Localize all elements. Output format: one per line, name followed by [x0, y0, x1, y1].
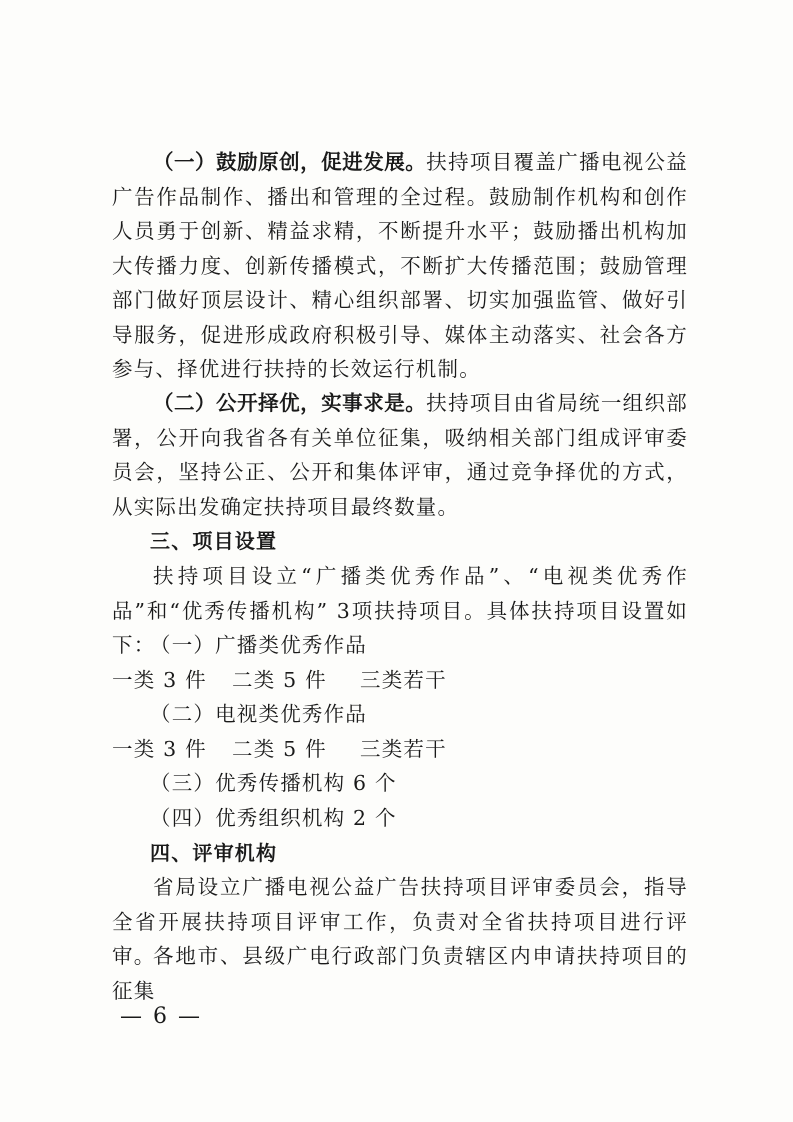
section-heading-review-body: 四、评审机构 — [150, 841, 278, 865]
paragraph-lead: （二）公开择优，实事求是。 — [153, 391, 427, 415]
paragraph-encourage-originality — [112, 145, 688, 387]
paragraph-body: 扶持项目由省局统一组织部署，公开向我省各有关单位征集，吸纳相关部门组成评审委员会，坚持公正、公开和集体评审，通过竞争择优的方式，从实际出发确定扶持项目最终数量。 — [112, 391, 688, 519]
item-organizing-institutions: （四）优秀组织机构 2 个 — [150, 806, 397, 830]
paragraph-open-selection — [112, 386, 688, 524]
tier-2: 二类 5 件 — [232, 737, 327, 761]
tier-row-tv — [112, 732, 447, 767]
tier-row-radio — [112, 663, 447, 698]
paragraph-project-intro: 扶持项目设立“广播类优秀作品”、“电视类优秀作品”和“优秀传播机构” 3项扶持项目。具体扶持项目设置如下： — [112, 564, 688, 657]
tier-3: 三类若干 — [360, 737, 447, 761]
item-broadcast-institutions: （三）优秀传播机构 6 个 — [150, 771, 397, 795]
paragraph-local-departments: 各地市、县级广电行政部门负责辖区内申请扶持项目的征集 — [112, 944, 688, 1003]
paragraph-review-committee: 省局设立广播电视公益广告扶持项目评审委员会，指导全省开展扶持项目评审工作，负责对全省扶持项目进行评审。 — [112, 875, 688, 968]
tier-2: 二类 5 件 — [232, 668, 327, 692]
tier-1: 一类 3 件 — [112, 668, 207, 692]
paragraph-lead: （一）鼓励原创，促进发展。 — [153, 150, 427, 174]
paragraph-body: 扶持项目覆盖广播电视公益广告作品制作、播出和管理的全过程。鼓励制作机构和创作人员勇于创新、精益求精，不断提升水平；鼓励播出机构加大传播力度、创新传播模式，不断扩大传播范围；鼓励管理部门做好顶层设计、精心组织部署、切实加强监管、做好引导服务，促进形成政府积极引导、媒体主动落实、社会各方参与、择优进行扶持的长效运行机制。 — [112, 150, 688, 381]
tier-3: 三类若干 — [360, 668, 447, 692]
item-radio-works: （一）广播类优秀作品 — [150, 633, 367, 657]
tier-1: 一类 3 件 — [112, 737, 207, 761]
section-heading-project-setup: 三、项目设置 — [150, 529, 278, 553]
page-number: — 6 — — [120, 1004, 202, 1029]
item-tv-works: （二）电视类优秀作品 — [150, 702, 367, 726]
